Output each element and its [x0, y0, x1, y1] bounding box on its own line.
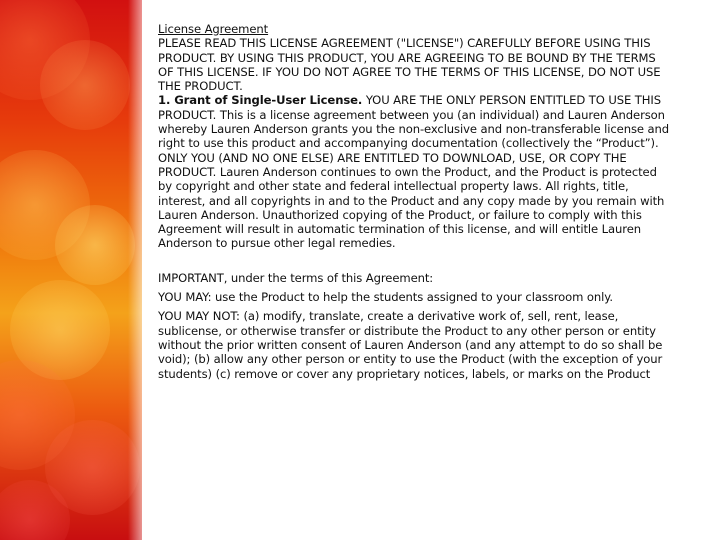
- art-fade-edge: [128, 0, 142, 540]
- section-1-body: YOU ARE THE ONLY PERSON ENTITLED TO USE THIS PRODUCT. This is a license agreement between you (an individual) and Lauren Anderson whereby Lauren Anderson grants you the non-exclusive and non-transferable license and right to use this product and accompanying documentation (collectively the “Product”). ONLY YOU (AND NO ONE ELSE) ARE ENTITLED TO DOWNLOAD, USE, OR COPY THE PRODUCT. Lauren Anderson continues to own the Product, and the Product is protected by copyright and other state and federal intellectual property laws. All rights, title, interest, and all copyrights in and to the Product and any copy made by you remain with Lauren Anderson. Unauthorized copying of the Product, or failure to comply with this Agreement will result in automatic termination of this license, and will entitle Lauren Anderson to pursue other legal remedies.: [158, 93, 670, 251]
- document-title: License Agreement: [158, 22, 269, 36]
- section-1-paragraph: [158, 93, 672, 250]
- important-line: IMPORTANT, under the terms of this Agreement:: [158, 270, 434, 285]
- paragraph-gap: [158, 251, 672, 271]
- section-1-heading: 1. Grant of Single-User License.: [158, 93, 363, 108]
- decorative-bokeh-background: [0, 0, 142, 540]
- you-may-not-paragraph: YOU MAY NOT: (a) modify, translate, create a derivative work of, sell, rent, lease, sublicense, or otherwise transfer or distribute the Product to any other person or entity without the prior written consent of Lauren Anderson (and any attempt to do so shall be void); (b) allow any other person or entity to use the Product (with the exception of your students) (c) remove or cover any proprietary notices, labels, or marks on the Product: [158, 309, 663, 381]
- bokeh-circle: [40, 40, 130, 130]
- you-may-line: YOU MAY: use the Product to help the students assigned to your classroom only.: [158, 290, 613, 305]
- intro-paragraph: PLEASE READ THIS LICENSE AGREEMENT ("LICENSE") CAREFULLY BEFORE USING THIS PRODUCT. BY USING THIS PRODUCT, YOU ARE AGREEING TO BE BOUND BY THE TERMS OF THIS LICENSE. IF YOU DO NOT AGREE TO THE TERMS OF THIS LICENSE, DO NOT USE THE PRODUCT.: [158, 36, 661, 94]
- license-document: [158, 22, 672, 381]
- bokeh-circle: [55, 205, 135, 285]
